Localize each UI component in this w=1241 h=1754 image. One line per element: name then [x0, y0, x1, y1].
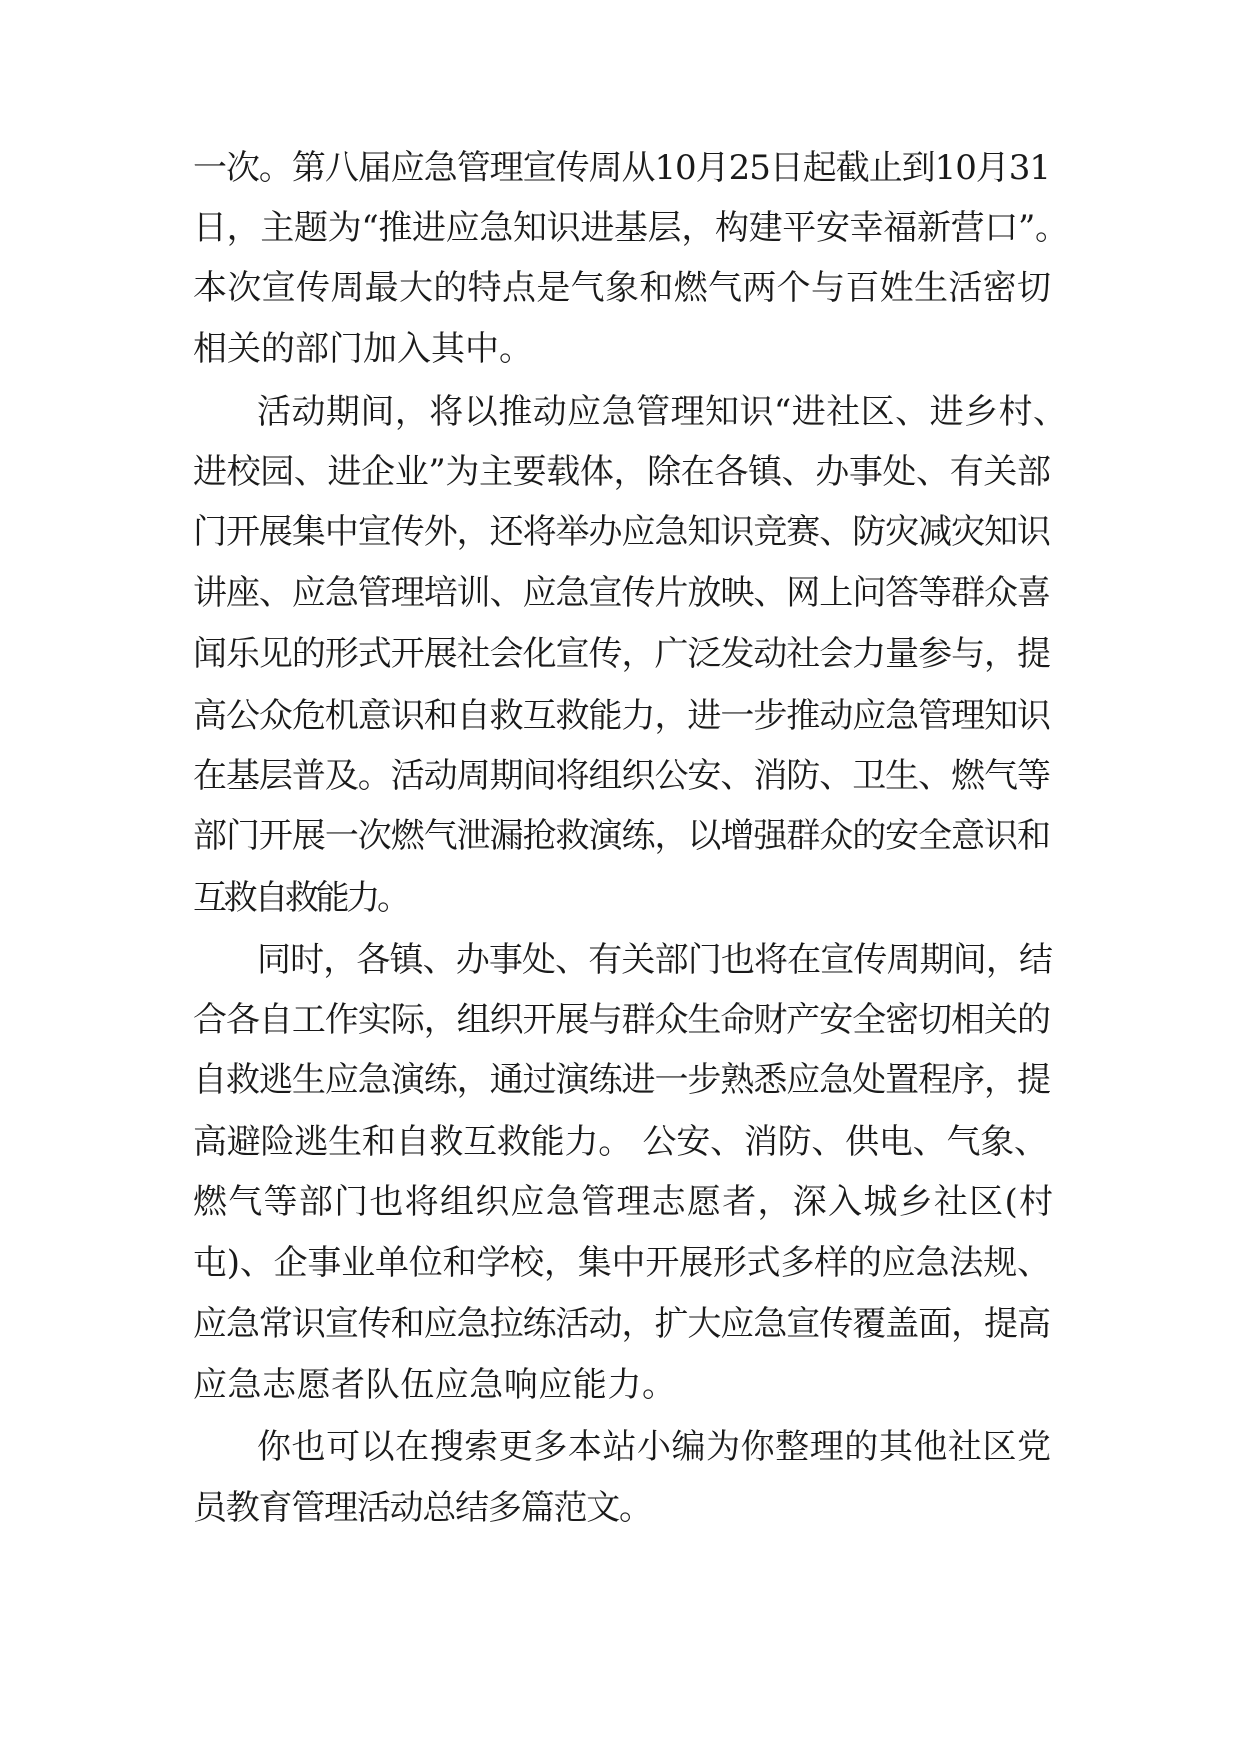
- line-text: 本次宣传周最大的特点是气象和燃气两个与百姓生活密切: [193, 268, 1052, 308]
- text-line: [0, 624, 1241, 684]
- text-line: [0, 138, 1241, 198]
- text-line: [0, 382, 1241, 442]
- text-line: [0, 258, 1241, 318]
- text-line: [0, 442, 1241, 502]
- line-text: 一次。第八届应急管理宣传周从10月25日起截止到10月31: [193, 148, 1050, 188]
- line-text: 高公众危机意识和自救互救能力，进一步推动应急管理知识: [193, 696, 1050, 736]
- text-line: [0, 198, 1241, 258]
- text-line: [0, 1233, 1241, 1293]
- line-text: 讲座、应急管理培训、应急宣传片放映、网上问答等群众喜: [193, 573, 1050, 613]
- text-line: [0, 990, 1241, 1050]
- text-line: [0, 1478, 1241, 1538]
- text-line: [0, 1112, 1241, 1172]
- line-text: 在基层普及。活动周期间将组织公安、消防、卫生、燃气等: [193, 756, 1050, 796]
- line-text: 自救逃生应急演练，通过演练进一步熟悉应急处置程序，提: [193, 1060, 1050, 1100]
- text-line: [0, 746, 1241, 806]
- text-line: [0, 930, 1241, 990]
- line-text: 进校园、进企业”为主要载体，除在各镇、办事处、有关部: [193, 452, 1051, 492]
- line-text: 相关的部门加入其中。: [193, 329, 533, 369]
- line-text: 互救自救能力。: [193, 878, 408, 918]
- text-line: [0, 1417, 1241, 1477]
- line-text: 应急常识宣传和应急拉练活动，扩大应急宣传覆盖面，提高: [193, 1304, 1050, 1344]
- line-text: 日，主题为“推进应急知识进基层，构建平安幸福新营口”。: [193, 208, 1069, 248]
- text-line: [0, 806, 1241, 866]
- text-line: [0, 502, 1241, 562]
- line-text: 合各自工作实际，组织开展与群众生命财产安全密切相关的: [193, 1000, 1050, 1040]
- text-line: [0, 1355, 1241, 1415]
- line-text: 门开展集中宣传外，还将举办应急知识竞赛、防灾减灾知识: [193, 512, 1050, 552]
- line-text: 应急志愿者队伍应急响应能力。: [193, 1365, 677, 1405]
- line-text: 员教育管理活动总结多篇范文。: [193, 1488, 652, 1528]
- line-text: 同时，各镇、办事处、有关部门也将在宣传周期间，结: [257, 940, 1053, 980]
- line-text: 部门开展一次燃气泄漏抢救演练，以增强群众的安全意识和: [193, 816, 1050, 856]
- line-text: 你也可以在搜索更多本站小编为你整理的其他社区党: [257, 1427, 1052, 1467]
- text-line: [0, 1050, 1241, 1110]
- line-text: 高避险逃生和自救互救能力。 公安、消防、供电、气象、: [193, 1122, 1048, 1162]
- text-line: [0, 563, 1241, 623]
- text-line: [0, 319, 1241, 379]
- line-text: 屯)、企事业单位和学校，集中开展形式多样的应急法规、: [193, 1243, 1051, 1283]
- line-text: 活动期间，将以推动应急管理知识“进社区、进乡村、: [257, 392, 1068, 432]
- text-line: [0, 1172, 1241, 1232]
- line-text: 燃气等部门也将组织应急管理志愿者，深入城乡社区(村: [193, 1182, 1055, 1222]
- text-line: [0, 1294, 1241, 1354]
- text-line: [0, 686, 1241, 746]
- text-line: [0, 868, 1241, 928]
- line-text: 闻乐见的形式开展社会化宣传，广泛发动社会力量参与，提: [193, 634, 1050, 674]
